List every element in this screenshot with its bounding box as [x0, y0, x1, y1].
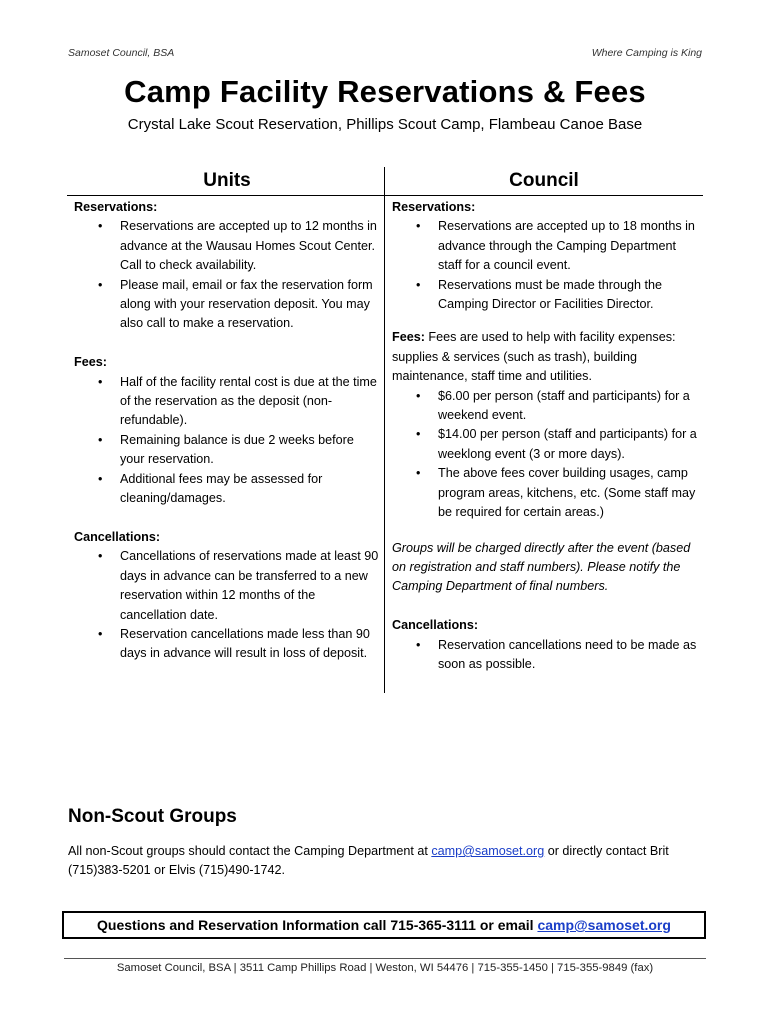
- info-box-text: Questions and Reservation Information call 715-365-3111 or email: [97, 917, 538, 933]
- non-scout-text-after: or directly contact Brit (715)383-5201 or Elvis (715)490-1742.: [68, 844, 669, 877]
- council-cancellations-label: Cancellations:: [392, 618, 479, 633]
- non-scout-heading: Non-Scout Groups: [68, 806, 237, 827]
- non-scout-text: [68, 842, 708, 880]
- page-subtitle: Crystal Lake Scout Reservation, Phillips Scout Camp, Flambeau Canoe Base: [127, 116, 643, 133]
- units-fees-label: Fees:: [74, 355, 107, 370]
- units-fees-list: [74, 373, 380, 509]
- info-box: [62, 911, 706, 939]
- units-heading: Units: [203, 170, 251, 191]
- council-reservations-label: Reservations:: [392, 200, 476, 214]
- footer-divider: [64, 958, 706, 959]
- units-reservations-label: Reservations:: [74, 200, 158, 214]
- list-item: • $14.00 per person (staff and participants) for a weeklong event (3 or more days).: [392, 425, 702, 464]
- list-item: • Additional fees may be assessed for cleaning/damages.: [74, 470, 380, 509]
- list-item: • Please mail, email or fax the reservation form along with your reservation deposit. You may also call to make a reservation.: [74, 276, 380, 334]
- list-item: • Reservations are accepted up to 12 months in advance at the Wausau Homes Scout Center. Call to check availability.: [74, 217, 380, 275]
- council-reservations-list: [392, 217, 702, 314]
- info-box-email-link[interactable]: camp@samoset.org: [537, 917, 671, 933]
- header-tagline: Where Camping is King: [591, 47, 702, 59]
- council-column: [392, 198, 702, 674]
- list-item: • The above fees cover building usages, camp program areas, kitchens, etc. (Some staff may be required for certain areas.): [392, 464, 702, 522]
- non-scout-text-before: All non-Scout groups should contact the Camping Department at: [68, 844, 432, 858]
- list-item: • $6.00 per person (staff and participants) for a weekend event.: [392, 387, 702, 426]
- units-cancellations-list: [74, 547, 380, 663]
- council-fees-list: [392, 387, 702, 523]
- council-fees-text: Fees are used to help with facility expenses: supplies & services (such as trash), building maintenance, staff time and utilities.: [392, 330, 676, 384]
- list-item: • Reservations are accepted up to 18 months in advance through the Camping Department staff for a council event.: [392, 217, 702, 275]
- council-cancellations-list: [392, 636, 702, 675]
- list-item: • Reservation cancellations made less than 90 days in advance will result in loss of deposit.: [74, 625, 380, 664]
- column-divider: [384, 167, 385, 693]
- council-fees-label: Fees:: [392, 330, 425, 345]
- list-item: • Cancellations of reservations made at least 90 days in advance can be transferred to a new reservation within 12 months of the cancellation date.: [74, 547, 380, 625]
- list-item: • Reservations must be made through the Camping Director or Facilities Director.: [392, 276, 702, 315]
- list-item: • Half of the facility rental cost is due at the time of the reservation as the deposit (non-refundable).: [74, 373, 380, 431]
- council-groups-note: Groups will be charged directly after the event (based on registration and staff numbers). Please notify the Camping Department of final numbers.: [392, 540, 691, 594]
- list-item: • Reservation cancellations need to be made as soon as possible.: [392, 636, 702, 675]
- council-heading: Council: [509, 170, 579, 191]
- non-scout-email-link[interactable]: camp@samoset.org: [431, 844, 545, 858]
- units-cancellations-label: Cancellations:: [74, 529, 161, 544]
- page-title: Camp Facility Reservations & Fees: [124, 74, 646, 109]
- header-council-name: Samoset Council, BSA: [68, 47, 175, 59]
- council-fees-intro: [392, 328, 702, 386]
- units-column: [74, 198, 380, 664]
- list-item: • Remaining balance is due 2 weeks before your reservation.: [74, 431, 380, 470]
- header-divider: [67, 195, 703, 196]
- page-footer: Samoset Council, BSA | 3511 Camp Phillips Road | Weston, WI 54476 | 715-355-1450 | 715-355-9849 (fax): [116, 962, 654, 974]
- units-reservations-list: [74, 217, 380, 333]
